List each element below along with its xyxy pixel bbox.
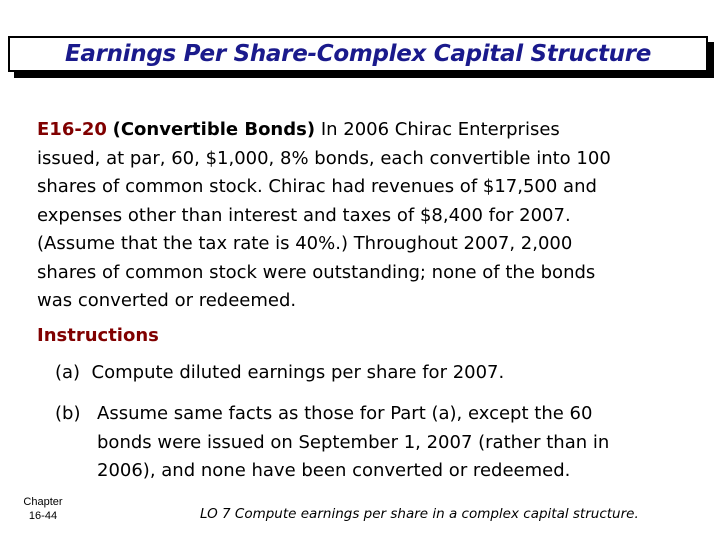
item-text: Compute diluted earnings per share for 2007. [91, 362, 505, 383]
item-line: Assume same facts as those for Part (a), except the 60 [97, 403, 593, 424]
title-banner [8, 36, 708, 72]
problem-line: expenses other than interest and taxes of $8,400 for 2007. [37, 204, 571, 226]
instructions-heading: Instructions [37, 325, 159, 346]
problem-line: shares of common stock. Chirac had revenues of $17,500 and [37, 176, 597, 197]
problem-statement [37, 116, 697, 316]
item-label: (a) [55, 362, 81, 383]
problem-line: issued, at par, 60, $1,000, 8% bonds, each convertible into 100 [37, 147, 611, 169]
slide-title: Earnings Per Share-Complex Capital Structure [64, 41, 652, 67]
item-label: (b) [55, 403, 81, 424]
problem-line: In 2006 Chirac Enterprises [320, 119, 560, 140]
problem-line: was converted or redeemed. [37, 290, 297, 311]
learning-objective: LO 7 Compute earnings per share in a complex capital structure. [200, 506, 639, 522]
item-line: 2006), and none have been converted or redeemed. [97, 460, 571, 481]
problem-line: shares of common stock were outstanding; none of the bonds [37, 261, 596, 283]
item-line: bonds were issued on September 1, 2007 (rather than in [97, 431, 610, 453]
instruction-item-a [55, 362, 504, 383]
chapter-number: 16-44 [28, 510, 58, 522]
exercise-topic: (Convertible Bonds) [112, 119, 316, 140]
chapter-label: Chapter [23, 496, 63, 508]
instruction-item-b [55, 400, 695, 486]
exercise-code: E16-20 [37, 119, 107, 140]
chapter-marker [18, 495, 68, 523]
problem-line: (Assume that the tax rate is 40%.) Throughout 2007, 2,000 [37, 233, 573, 254]
